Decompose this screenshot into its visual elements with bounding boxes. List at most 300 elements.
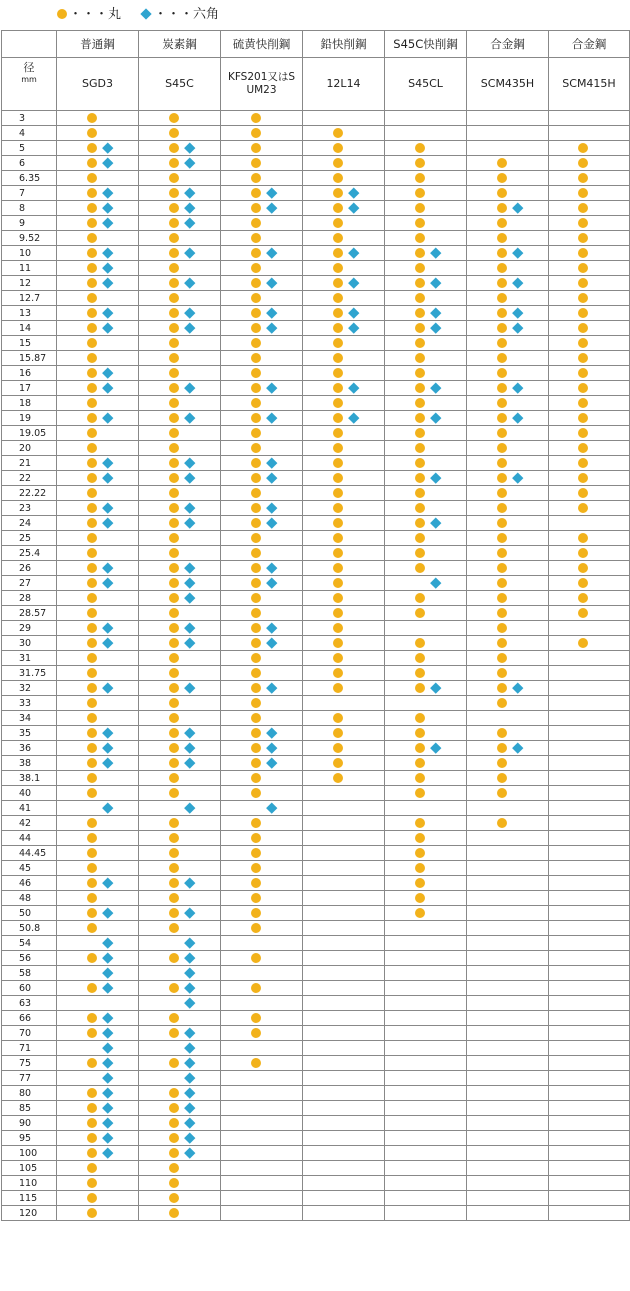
round-bar-icon (333, 128, 343, 138)
availability-marks (161, 667, 199, 680)
availability-cell (139, 636, 221, 651)
availability-cell (57, 786, 139, 801)
availability-cell (467, 366, 549, 381)
availability-cell (57, 1086, 139, 1101)
availability-marks (570, 442, 608, 455)
availability-cell (467, 321, 549, 336)
availability-cell (467, 621, 549, 636)
round-bar-icon (87, 1208, 97, 1218)
availability-cell (549, 891, 630, 906)
availability-cell (385, 426, 467, 441)
round-bar-icon (578, 593, 588, 603)
availability-marks (79, 802, 117, 815)
availability-cell (139, 1101, 221, 1116)
round-bar-icon (87, 608, 97, 618)
availability-cell (549, 861, 630, 876)
availability-cell (385, 456, 467, 471)
availability-cell (385, 576, 467, 591)
hex-bar-icon (102, 1072, 113, 1083)
size-cell: 22.22 (2, 486, 57, 501)
round-bar-icon (87, 548, 97, 558)
availability-marks (325, 187, 363, 200)
availability-cell (303, 141, 385, 156)
round-bar-icon (251, 293, 261, 303)
table-row (2, 516, 630, 531)
availability-cell (467, 1206, 549, 1221)
round-bar-icon (169, 878, 179, 888)
round-bar-icon (251, 188, 261, 198)
availability-marks (570, 217, 608, 230)
availability-marks (489, 262, 527, 275)
availability-cell (57, 1131, 139, 1146)
round-bar-icon (415, 218, 425, 228)
availability-marks (79, 892, 117, 905)
round-bar-icon (251, 113, 261, 123)
round-bar-icon (87, 1088, 97, 1098)
round-bar-icon (169, 728, 179, 738)
availability-marks (243, 757, 281, 770)
availability-cell (303, 891, 385, 906)
availability-cell (221, 936, 303, 951)
round-bar-icon (87, 293, 97, 303)
size-cell: 3 (2, 111, 57, 126)
round-bar-icon (169, 308, 179, 318)
availability-marks (79, 412, 117, 425)
availability-cell (385, 1191, 467, 1206)
round-bar-icon (169, 218, 179, 228)
availability-marks (325, 457, 363, 470)
availability-marks (407, 487, 445, 500)
round-bar-icon (87, 488, 97, 498)
hex-bar-icon (266, 682, 277, 693)
round-bar-icon (333, 728, 343, 738)
availability-cell (303, 666, 385, 681)
hex-bar-icon (430, 277, 441, 288)
availability-marks (79, 307, 117, 320)
round-bar-icon (415, 353, 425, 363)
availability-cell (303, 1011, 385, 1026)
availability-marks (325, 262, 363, 275)
hex-bar-icon (102, 472, 113, 483)
size-cell: 19 (2, 411, 57, 426)
round-bar-icon (251, 173, 261, 183)
availability-marks (79, 1207, 117, 1220)
round-bar-icon (415, 893, 425, 903)
hex-bar-icon (102, 502, 113, 513)
availability-marks (79, 517, 117, 530)
availability-cell (139, 1146, 221, 1161)
size-cell: 6.35 (2, 171, 57, 186)
availability-cell (57, 441, 139, 456)
round-bar-icon (251, 698, 261, 708)
round-bar-icon (87, 1193, 97, 1203)
availability-cell (57, 636, 139, 651)
round-bar-icon (578, 263, 588, 273)
round-bar-icon (415, 788, 425, 798)
availability-cell (549, 516, 630, 531)
availability-cell (221, 321, 303, 336)
availability-marks (79, 682, 117, 695)
availability-cell (221, 801, 303, 816)
hex-bar-icon (102, 1132, 113, 1143)
size-cell: 31.75 (2, 666, 57, 681)
availability-cell (549, 261, 630, 276)
hex-bar-icon (266, 247, 277, 258)
availability-marks (489, 622, 527, 635)
table-row (2, 801, 630, 816)
round-bar-icon (251, 323, 261, 333)
availability-marks (243, 712, 281, 725)
hex-bar-icon (102, 1117, 113, 1128)
round-bar-icon (415, 188, 425, 198)
table-row (2, 366, 630, 381)
table-row (2, 276, 630, 291)
size-cell: 77 (2, 1071, 57, 1086)
availability-marks (325, 682, 363, 695)
round-bar-icon (169, 188, 179, 198)
availability-marks (161, 727, 199, 740)
round-bar-icon (497, 293, 507, 303)
availability-cell (385, 531, 467, 546)
header-category: 硫黄快削鋼 (221, 31, 303, 58)
availability-cell (139, 1056, 221, 1071)
hex-bar-icon (184, 322, 195, 333)
round-bar-icon (251, 923, 261, 933)
availability-cell (549, 1011, 630, 1026)
availability-marks (161, 592, 199, 605)
hex-bar-icon (102, 247, 113, 258)
availability-marks (79, 292, 117, 305)
table-row (2, 441, 630, 456)
table-row (2, 606, 630, 621)
round-bar-icon (251, 653, 261, 663)
hex-bar-icon (266, 742, 277, 753)
availability-marks (243, 322, 281, 335)
size-cell: 105 (2, 1161, 57, 1176)
availability-cell (57, 501, 139, 516)
round-bar-icon (87, 893, 97, 903)
round-bar-icon (169, 608, 179, 618)
hex-bar-icon (184, 382, 195, 393)
round-bar-icon (169, 788, 179, 798)
availability-cell (385, 846, 467, 861)
availability-cell (467, 306, 549, 321)
header-grade: S45C (139, 58, 221, 111)
hex-bar-icon (184, 277, 195, 288)
hex-bar-icon (102, 562, 113, 573)
round-bar-icon (87, 143, 97, 153)
availability-cell (139, 231, 221, 246)
availability-marks (161, 847, 199, 860)
hex-bar-icon (348, 307, 359, 318)
availability-cell (549, 456, 630, 471)
hex-bar-icon (430, 682, 441, 693)
round-bar-icon (169, 203, 179, 213)
availability-cell (303, 186, 385, 201)
round-bar-icon (251, 278, 261, 288)
availability-cell (139, 1176, 221, 1191)
round-bar-icon (251, 1013, 261, 1023)
availability-cell (57, 246, 139, 261)
availability-marks (243, 337, 281, 350)
availability-cell (303, 291, 385, 306)
round-bar-icon (578, 233, 588, 243)
round-bar-icon (578, 548, 588, 558)
round-bar-icon (169, 1028, 179, 1038)
round-bar-icon (497, 443, 507, 453)
availability-marks (243, 112, 281, 125)
availability-cell (467, 606, 549, 621)
availability-cell (549, 1101, 630, 1116)
round-bar-icon (578, 248, 588, 258)
availability-cell (139, 261, 221, 276)
hex-bar-icon (430, 472, 441, 483)
availability-cell (139, 396, 221, 411)
availability-cell (139, 246, 221, 261)
round-bar-icon (415, 683, 425, 693)
round-bar-icon (333, 683, 343, 693)
availability-cell (303, 846, 385, 861)
availability-marks (325, 172, 363, 185)
availability-cell (57, 621, 139, 636)
availability-cell (467, 876, 549, 891)
round-bar-icon (87, 833, 97, 843)
round-bar-icon (169, 623, 179, 633)
availability-marks (325, 412, 363, 425)
round-bar-icon (87, 503, 97, 513)
availability-marks (325, 202, 363, 215)
availability-cell (139, 861, 221, 876)
availability-cell (57, 381, 139, 396)
availability-marks (161, 967, 199, 980)
availability-cell (221, 156, 303, 171)
availability-cell (139, 321, 221, 336)
hex-bar-icon (184, 682, 195, 693)
availability-cell (303, 1146, 385, 1161)
hex-bar-icon (102, 1102, 113, 1113)
availability-cell (303, 441, 385, 456)
availability-cell (385, 591, 467, 606)
availability-marks (79, 1192, 117, 1205)
round-bar-icon (251, 788, 261, 798)
availability-marks (161, 1057, 199, 1070)
availability-cell (549, 111, 630, 126)
availability-marks (161, 157, 199, 170)
availability-cell (139, 996, 221, 1011)
table-row (2, 876, 630, 891)
availability-marks (407, 292, 445, 305)
availability-marks (570, 427, 608, 440)
table-row (2, 426, 630, 441)
round-bar-icon (578, 143, 588, 153)
availability-cell (549, 381, 630, 396)
size-cell: 54 (2, 936, 57, 951)
availability-cell (385, 111, 467, 126)
availability-cell (221, 1026, 303, 1041)
round-bar-icon (497, 473, 507, 483)
availability-cell (385, 561, 467, 576)
availability-marks (570, 352, 608, 365)
size-cell: 80 (2, 1086, 57, 1101)
availability-marks (79, 772, 117, 785)
availability-cell (303, 576, 385, 591)
availability-cell (549, 546, 630, 561)
availability-cell (385, 816, 467, 831)
availability-cell (549, 471, 630, 486)
availability-cell (221, 336, 303, 351)
availability-cell (303, 531, 385, 546)
availability-cell (139, 711, 221, 726)
availability-cell (385, 996, 467, 1011)
round-bar-icon (169, 548, 179, 558)
availability-cell (385, 501, 467, 516)
round-bar-icon (578, 293, 588, 303)
availability-cell (467, 381, 549, 396)
availability-cell (221, 501, 303, 516)
size-unit: mm (21, 75, 37, 84)
round-bar-icon (251, 818, 261, 828)
round-bar-icon (251, 728, 261, 738)
size-cell: 71 (2, 1041, 57, 1056)
availability-cell (549, 531, 630, 546)
round-bar-icon (87, 128, 97, 138)
availability-cell (303, 1026, 385, 1041)
table-row (2, 651, 630, 666)
hex-bar-icon (102, 1042, 113, 1053)
table-row (2, 771, 630, 786)
availability-marks (407, 877, 445, 890)
round-bar-icon (578, 473, 588, 483)
availability-marks (407, 397, 445, 410)
availability-cell (57, 1041, 139, 1056)
round-bar-icon (87, 713, 97, 723)
round-bar-icon (333, 233, 343, 243)
availability-cell (385, 786, 467, 801)
round-bar-icon (333, 323, 343, 333)
availability-cell (221, 396, 303, 411)
availability-cell (549, 216, 630, 231)
availability-cell (221, 591, 303, 606)
hex-bar-icon (184, 1147, 195, 1158)
availability-marks (243, 202, 281, 215)
hex-bar-icon (184, 577, 195, 588)
availability-cell (57, 891, 139, 906)
table-row (2, 756, 630, 771)
availability-cell (467, 921, 549, 936)
round-bar-icon (251, 368, 261, 378)
availability-cell (549, 561, 630, 576)
hex-bar-icon (348, 202, 359, 213)
availability-marks (489, 727, 527, 740)
availability-marks (489, 757, 527, 770)
hex-bar-icon (102, 217, 113, 228)
round-bar-icon (333, 638, 343, 648)
availability-marks (570, 502, 608, 515)
availability-marks (243, 697, 281, 710)
availability-marks (489, 637, 527, 650)
availability-marks (407, 337, 445, 350)
round-bar-icon (169, 863, 179, 873)
availability-marks (79, 1027, 117, 1040)
size-cell: 30 (2, 636, 57, 651)
size-cell: 110 (2, 1176, 57, 1191)
round-bar-icon (87, 248, 97, 258)
availability-cell (303, 606, 385, 621)
round-bar-icon (87, 188, 97, 198)
round-bar-icon (87, 1013, 97, 1023)
availability-marks (79, 652, 117, 665)
availability-cell (549, 801, 630, 816)
availability-cell (139, 951, 221, 966)
round-bar-icon (169, 923, 179, 933)
round-bar-icon (497, 773, 507, 783)
round-bar-icon (169, 443, 179, 453)
availability-cell (139, 216, 221, 231)
availability-marks (161, 1012, 199, 1025)
size-cell: 40 (2, 786, 57, 801)
hex-bar-icon (184, 502, 195, 513)
availability-marks (79, 427, 117, 440)
round-bar-icon (169, 1118, 179, 1128)
availability-cell (57, 666, 139, 681)
availability-marks (325, 487, 363, 500)
availability-cell (549, 1206, 630, 1221)
availability-marks (161, 472, 199, 485)
availability-marks (79, 832, 117, 845)
availability-cell (57, 771, 139, 786)
size-cell: 41 (2, 801, 57, 816)
availability-cell (139, 351, 221, 366)
table-row (2, 336, 630, 351)
hex-bar-icon (184, 802, 195, 813)
round-bar-icon (497, 398, 507, 408)
availability-cell (549, 786, 630, 801)
hex-bar-icon (184, 1072, 195, 1083)
size-cell: 4 (2, 126, 57, 141)
availability-cell (221, 876, 303, 891)
header-grade: SGD3 (57, 58, 139, 111)
availability-cell (57, 726, 139, 741)
availability-cell (221, 666, 303, 681)
round-bar-icon (87, 578, 97, 588)
availability-marks (243, 532, 281, 545)
availability-cell (549, 411, 630, 426)
availability-cell (385, 636, 467, 651)
availability-cell (467, 681, 549, 696)
availability-cell (139, 1071, 221, 1086)
hex-bar-icon (430, 307, 441, 318)
round-bar-icon (87, 563, 97, 573)
availability-marks (570, 487, 608, 500)
availability-marks (407, 832, 445, 845)
availability-cell (139, 171, 221, 186)
availability-marks (79, 742, 117, 755)
availability-marks (407, 412, 445, 425)
round-bar-icon (169, 368, 179, 378)
availability-cell (303, 321, 385, 336)
hex-bar-icon (102, 757, 113, 768)
availability-marks (161, 937, 199, 950)
round-bar-icon (169, 1133, 179, 1143)
round-bar-icon (497, 383, 507, 393)
hex-bar-icon (102, 307, 113, 318)
availability-cell (549, 756, 630, 771)
table-row (2, 351, 630, 366)
availability-cell (57, 201, 139, 216)
availability-cell (57, 531, 139, 546)
round-bar-icon (333, 398, 343, 408)
round-bar-icon (169, 473, 179, 483)
